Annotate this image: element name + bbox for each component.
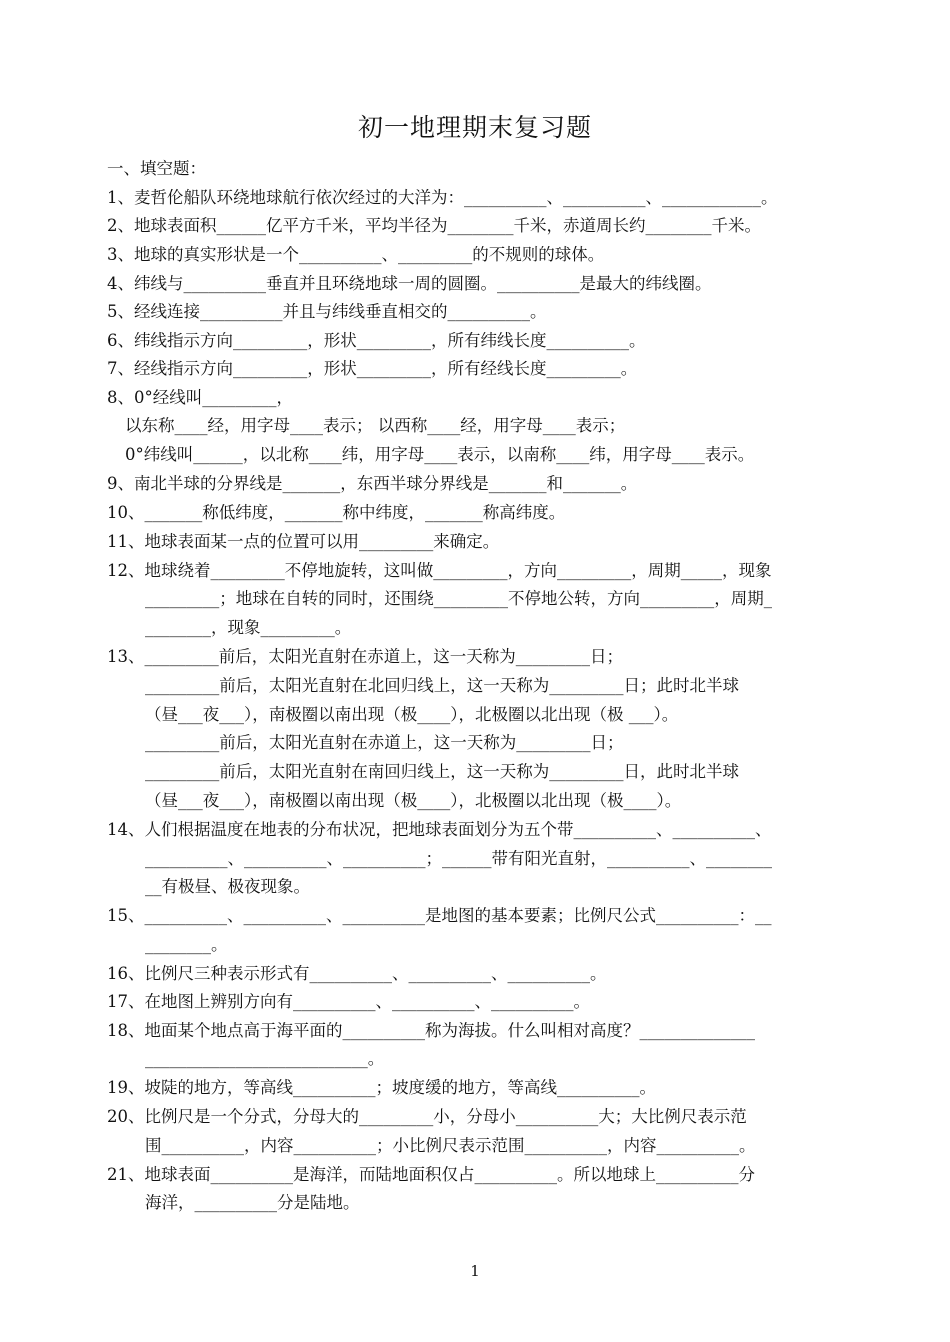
section-heading: 一、填空题： bbox=[107, 159, 206, 178]
question-line: 5、经线连接__________并且与纬线垂直相交的__________。 bbox=[107, 302, 547, 321]
question-line: 1、麦哲伦船队环绕地球航行依次经过的大洋为：__________、__________、____________。 bbox=[107, 188, 778, 207]
question-line: 11、地球表面某一点的位置可以用_________来确定。 bbox=[107, 532, 500, 551]
question-line: ___________________________。 bbox=[145, 1049, 385, 1068]
question-line: 9、南北半球的分界线是_______，东西半球分界线是_______和_______。 bbox=[107, 474, 638, 493]
question-line: _________前后，太阳光直射在赤道上，这一天称为_________日； bbox=[145, 733, 624, 752]
question-line: 12、地球绕着_________不停地旋转，这叫做_________，方向_________，周期_____，现象 bbox=[107, 561, 772, 580]
question-line: 18、地面某个地点高于海平面的__________称为海拔。什么叫相对高度？______________ bbox=[107, 1021, 755, 1040]
question-line: 14、人们根据温度在地表的分布状况，把地球表面划分为五个带__________、__________、 bbox=[107, 820, 772, 839]
question-line: 13、_________前后，太阳光直射在赤道上，这一天称为_________日； bbox=[107, 647, 623, 666]
question-line: ________。 bbox=[145, 935, 228, 954]
question-line: ________，现象_________。 bbox=[145, 618, 352, 637]
question-line: __________、__________、__________；______带有阳光直射，__________、________ bbox=[145, 849, 772, 868]
question-line: 8、0°经线叫_________， bbox=[107, 388, 293, 407]
question-line: 海洋，__________分是陆地。 bbox=[145, 1193, 360, 1212]
question-line: _________前后，太阳光直射在北回归线上，这一天称为_________日；此时北半球 bbox=[145, 676, 739, 695]
question-line: _________前后，太阳光直射在南回归线上，这一天称为_________日，此时北半球 bbox=[145, 762, 739, 781]
question-line: 20、比例尺是一个分式，分母大的_________小，分母小__________大；大比例尺表示范 bbox=[107, 1107, 747, 1126]
question-line: 2、地球表面积______亿平方千米，平均半径为________千米，赤道周长约________千米。 bbox=[107, 216, 761, 235]
question-line: 3、地球的真实形状是一个__________、_________的不规则的球体。 bbox=[107, 245, 605, 264]
question-line: 7、经线指示方向_________，形状_________，所有经线长度_________。 bbox=[107, 359, 638, 378]
question-line: 16、比例尺三种表示形式有__________、__________、__________。 bbox=[107, 964, 607, 983]
question-line: _________；地球在自转的同时，还围绕_________不停地公转，方向_________，周期_ bbox=[145, 589, 772, 608]
document-title: 初一地理期末复习题 bbox=[357, 113, 592, 142]
question-line: 以东称____经，用字母____表示； 以西称____经，用字母____表示； bbox=[125, 416, 626, 435]
question-line: 17、在地图上辨别方向有__________、__________、__________。 bbox=[107, 992, 590, 1011]
question-line: （昼___夜___），南极圈以南出现（极____），北极圈以北出现（极____）。 bbox=[145, 791, 682, 810]
question-line: 围__________，内容__________；小比例尺表示范围__________，内容__________。 bbox=[145, 1136, 756, 1155]
question-line: 19、坡陡的地方，等高线__________；坡度缓的地方，等高线__________。 bbox=[107, 1078, 656, 1097]
question-line: 6、纬线指示方向_________，形状_________，所有纬线长度__________。 bbox=[107, 331, 646, 350]
question-line: 21、地球表面__________是海洋，而陆地面积仅占__________。所以地球上__________分 bbox=[107, 1165, 755, 1184]
page-number: 1 bbox=[470, 1262, 480, 1280]
question-line: 0°纬线叫______，以北称____纬，用字母____表示，以南称____纬，用字母____表示。 bbox=[125, 445, 755, 464]
question-line: 10、_______称低纬度，_______称中纬度，_______称高纬度。 bbox=[107, 503, 566, 522]
question-line: （昼___夜___），南极圈以南出现（极____），北极圈以北出现（极 ___）。 bbox=[145, 705, 679, 724]
question-line: 15、__________、__________、__________是地图的基本要素；比例尺公式__________：__ bbox=[107, 906, 772, 925]
question-line: 4、纬线与__________垂直并且环绕地球一周的圆圈。__________是最大的纬线圈。 bbox=[107, 274, 712, 293]
question-line: __有极昼、极夜现象。 bbox=[145, 877, 310, 896]
